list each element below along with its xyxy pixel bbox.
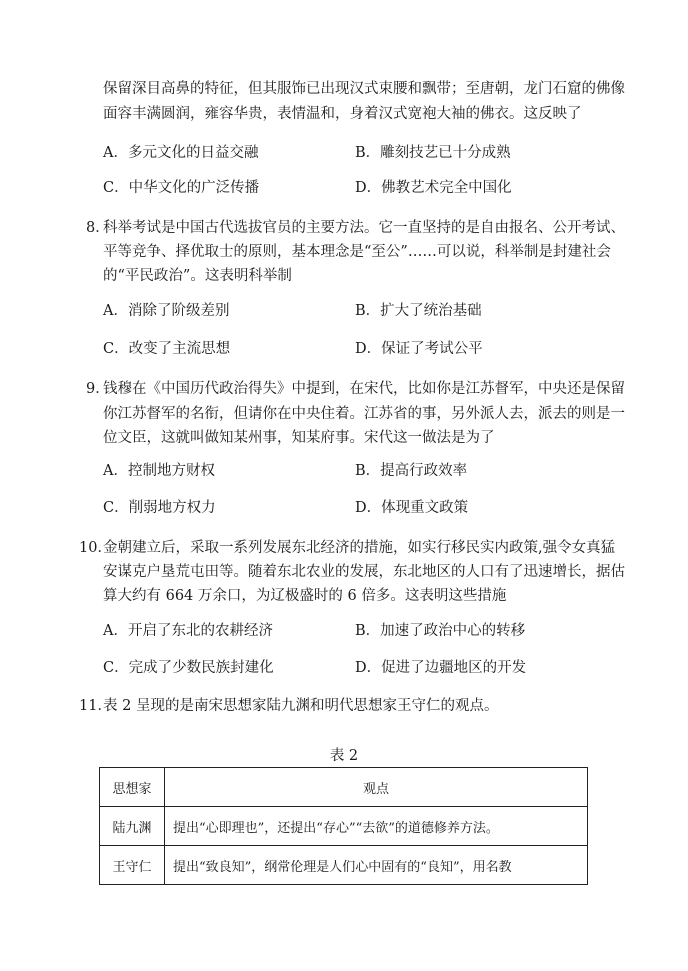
table-cell-thinker: 陆九渊 <box>100 807 165 846</box>
q8-option-d[interactable]: D．保证了考试公平 <box>355 341 483 357</box>
q9-stem-line-2: 你江苏督军的名衔，但请你在中央住着。江苏省的事，另外派人去，派去的则是一 <box>103 406 625 422</box>
q10-option-b[interactable]: B．加速了政治中心的转移 <box>355 623 526 639</box>
q10-option-c[interactable]: C．完成了少数民族封建化 <box>103 660 274 676</box>
table-header-viewpoint: 观点 <box>165 768 588 807</box>
q7-option-d[interactable]: D．佛教艺术完全中国化 <box>355 180 512 196</box>
q8-number: 8． <box>86 220 110 236</box>
viewpoint-table <box>99 767 588 885</box>
q9-option-b[interactable]: B．提高行政效率 <box>355 463 468 479</box>
q9-number: 9． <box>86 381 110 397</box>
table-header-thinker: 思想家 <box>100 768 165 807</box>
q8-stem-line-2: 平等竞争、择优取士的原则，基本理念是“至公”……可以说，科举制是封建社会 <box>103 244 611 260</box>
q10-option-a[interactable]: A．开启了东北的农耕经济 <box>103 623 273 639</box>
q8-stem-line-3: 的“平民政治”。这表明科举制 <box>103 268 292 284</box>
q7-stem-line-1: 保留深目高鼻的特征，但其服饰已出现汉式束腰和飘带；至唐朝，龙门石窟的佛像 <box>103 81 625 97</box>
q8-option-c[interactable]: C．改变了主流思想 <box>103 341 231 357</box>
q9-option-a[interactable]: A．控制地方财权 <box>103 463 215 479</box>
q7-option-a[interactable]: A．多元文化的日益交融 <box>103 145 259 161</box>
q9-option-c[interactable]: C．削弱地方权力 <box>103 500 216 516</box>
q10-stem-line-1: 金朝建立后，采取一系列发展东北经济的措施，如实行移民实内政策,强令女真猛 <box>103 540 616 556</box>
q8-option-b[interactable]: B．扩大了统治基础 <box>355 303 482 319</box>
q9-stem-line-3: 位文臣，这就叫做知某州事，知某府事。宋代这一做法是为了 <box>103 430 495 446</box>
q10-stem-line-3: 算大约有 664 万余口，为辽极盛时的 6 倍多。这表明这些措施 <box>103 588 507 604</box>
q10-option-d[interactable]: D．促进了边疆地区的开发 <box>355 660 527 676</box>
table-row <box>100 846 588 885</box>
q10-number: 10． <box>79 540 112 556</box>
q11-stem-line-1: 表 2 呈现的是南宋思想家陆九渊和明代思想家王守仁的观点。 <box>103 698 499 714</box>
q9-option-d[interactable]: D．体现重文政策 <box>355 500 469 516</box>
q8-option-a[interactable]: A．消除了阶级差别 <box>103 303 230 319</box>
table-row <box>100 807 588 846</box>
q10-stem-line-2: 安谋克户垦荒屯田等。随着东北农业的发展，东北地区的人口有了迅速增长，据估 <box>103 564 625 580</box>
q8-stem-line-1: 科举考试是中国古代选拔官员的主要方法。它一直坚持的是自由报名、公开考试、 <box>103 220 625 236</box>
q7-stem-line-2: 面容丰满圆润，雍容华贵，表情温和，身着汉式宽袍大袖的佛衣。这反映了 <box>103 106 582 122</box>
table-cell-viewpoint: 提出“心即理也”，还提出“存心”“去欲”的道德修养方法。 <box>165 807 588 846</box>
table-cell-viewpoint: 提出“致良知”，纲常伦理是人们心中固有的“良知”，用名教 <box>165 846 588 885</box>
q7-option-b[interactable]: B．雕刻技艺已十分成熟 <box>355 145 511 161</box>
q9-stem-line-1: 钱穆在《中国历代政治得失》中提到，在宋代，比如你是江苏督军，中央还是保留 <box>103 381 625 397</box>
table-caption: 表 2 <box>329 748 359 764</box>
table-cell-thinker: 王守仁 <box>100 846 165 885</box>
table-header-row <box>100 768 588 807</box>
q11-number: 11． <box>79 698 112 714</box>
q7-option-c[interactable]: C．中华文化的广泛传播 <box>103 180 260 196</box>
